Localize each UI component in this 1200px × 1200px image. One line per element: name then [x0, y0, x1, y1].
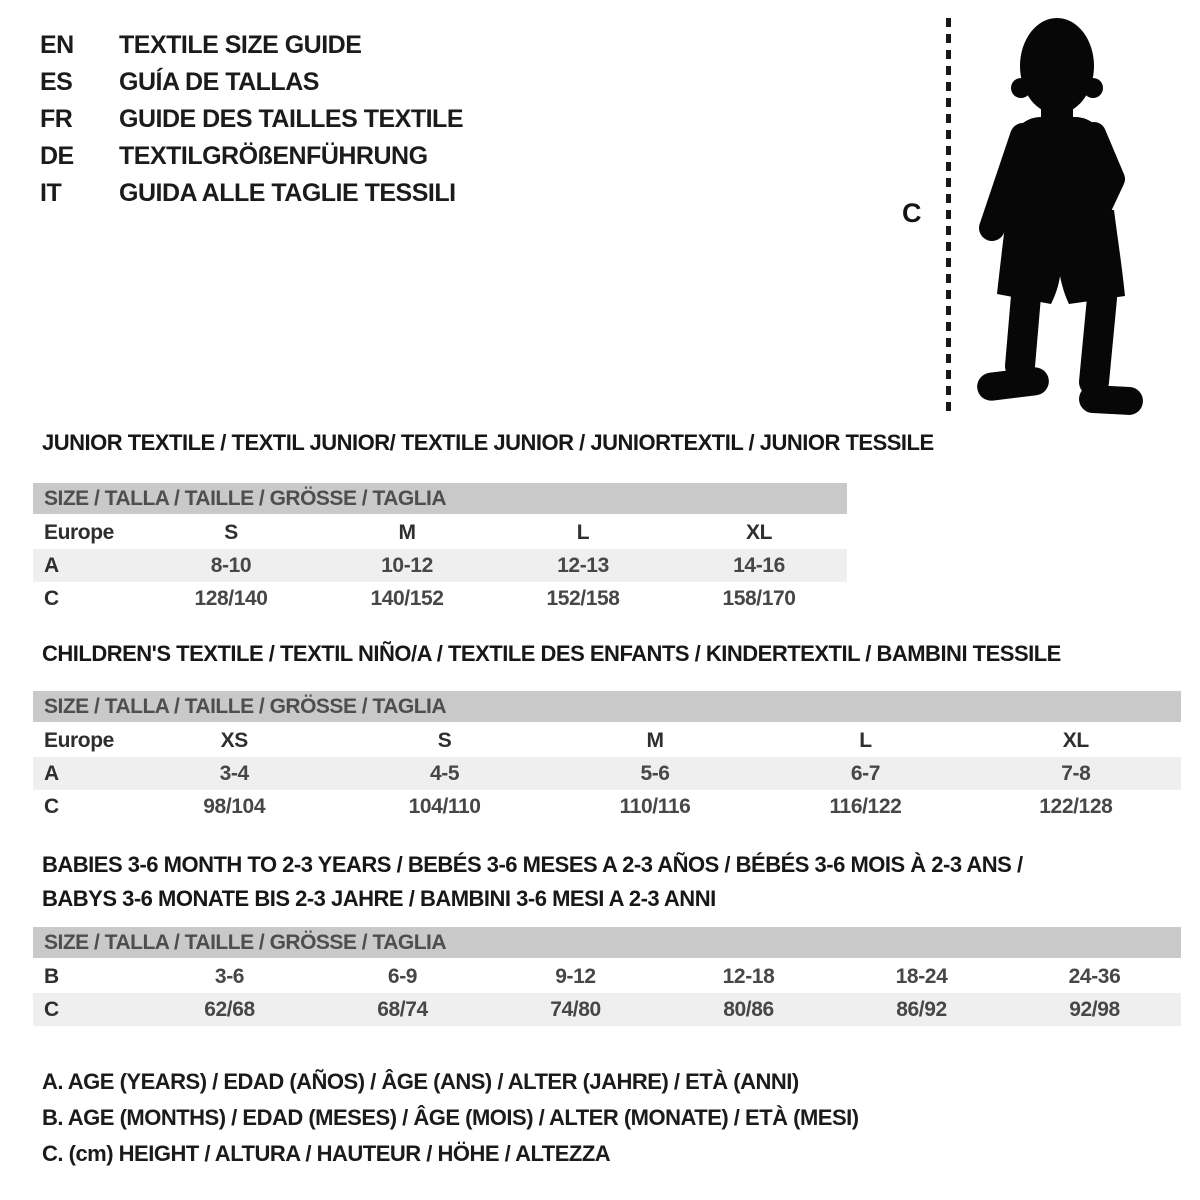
table-cell: 128/140: [194, 586, 268, 610]
table-cell: 104/110: [408, 794, 481, 818]
junior-section-title: JUNIOR TEXTILE / TEXTIL JUNIOR/ TEXTILE JUNIOR / JUNIORTEXTIL / JUNIOR TESSILE: [42, 430, 934, 455]
table-cell: 4-5: [430, 761, 460, 785]
row-cells: [129, 729, 1181, 753]
language-title: GUIDA ALLE TAGLIE TESSILI: [119, 179, 456, 207]
table-cell: 7-8: [1061, 761, 1091, 785]
size-header-bar: SIZE / TALLA / TAILLE / GRÖSSE / TAGLIA: [33, 927, 1181, 958]
table-cell: 116/122: [829, 794, 902, 818]
table-cell: 12-18: [722, 964, 775, 988]
row-label: C: [44, 794, 59, 818]
children-section-title: CHILDREN'S TEXTILE / TEXTIL NIÑO/A / TEXTILE DES ENFANTS / KINDERTEXTIL / BAMBINI TESSILE: [42, 641, 1061, 666]
table-row: [33, 960, 1181, 993]
language-title: TEXTILE SIZE GUIDE: [119, 31, 362, 59]
table-row: [33, 993, 1181, 1026]
table-cell: L: [576, 520, 590, 544]
language-title-list: [40, 27, 463, 212]
table-cell: 98/104: [203, 794, 266, 818]
legend-line: A. AGE (YEARS) / EDAD (AÑOS) / ÂGE (ANS) / ALTER (JAHRE) / ETÀ (ANNI): [42, 1069, 799, 1094]
table-cell: 152/158: [546, 586, 620, 610]
junior-table-rows: [33, 516, 847, 615]
row-label: Europe: [44, 520, 114, 544]
size-header-bar: SIZE / TALLA / TAILLE / GRÖSSE / TAGLIA: [33, 483, 847, 514]
table-cell: 6-7: [850, 761, 880, 785]
toddler-silhouette-shape: [976, 18, 1144, 416]
table-row: [33, 790, 1181, 823]
table-cell: S: [224, 520, 238, 544]
table-cell: 80/86: [723, 997, 774, 1021]
table-row: [33, 582, 847, 615]
table-row: [33, 757, 1181, 790]
table-cell: 3-4: [219, 761, 249, 785]
table-cell: 74/80: [550, 997, 601, 1021]
language-code: EN: [40, 31, 74, 59]
row-label: B: [44, 964, 59, 988]
table-cell: 14-16: [733, 553, 785, 577]
table-cell: XL: [745, 520, 773, 544]
table-cell: 158/170: [722, 586, 796, 610]
table-cell: 140/152: [370, 586, 444, 610]
language-code: FR: [40, 105, 73, 133]
toddler-silhouette-icon: [963, 14, 1145, 420]
row-cells: [129, 762, 1181, 786]
babies-title-line: BABIES 3-6 MONTH TO 2-3 YEARS / BEBÉS 3-6 MESES A 2-3 AÑOS / BÉBÉS 3-6 MOIS À 2-3 ANS /: [42, 852, 1023, 877]
table-cell: S: [437, 728, 452, 752]
table-cell: 12-13: [557, 553, 609, 577]
language-code: IT: [40, 179, 62, 207]
table-cell: 5-6: [640, 761, 670, 785]
table-cell: 68/74: [377, 997, 428, 1021]
row-cells: [129, 795, 1181, 819]
table-cell: 18-24: [895, 964, 948, 988]
row-cells: [143, 587, 847, 611]
babies-title-line: BABYS 3-6 MONATE BIS 2-3 JAHRE / BAMBINI 3-6 MESI A 2-3 ANNI: [42, 886, 716, 911]
table-cell: XS: [220, 728, 248, 752]
babies-table-rows: [33, 960, 1181, 1026]
legend-line: C. (cm) HEIGHT / ALTURA / HAUTEUR / HÖHE / ALTEZZA: [42, 1141, 611, 1166]
children-size-table: [33, 691, 1181, 823]
row-label: Europe: [44, 728, 114, 752]
row-label: C: [44, 586, 59, 610]
table-cell: 86/92: [896, 997, 947, 1021]
row-cells: [143, 965, 1181, 989]
table-cell: 9-12: [555, 964, 596, 988]
row-cells: [143, 554, 847, 578]
table-cell: 10-12: [381, 553, 433, 577]
language-title: GUÍA DE TALLAS: [119, 68, 319, 96]
row-label: C: [44, 997, 59, 1021]
language-title: TEXTILGRÖßENFÜHRUNG: [119, 142, 428, 170]
row-cells: [143, 998, 1181, 1022]
language-code: ES: [40, 68, 73, 96]
table-cell: 110/116: [619, 794, 691, 818]
table-cell: 24-36: [1068, 964, 1121, 988]
table-cell: 122/128: [1039, 794, 1113, 818]
language-row: [40, 138, 463, 175]
table-cell: 3-6: [214, 964, 245, 988]
height-measure-label: C: [902, 198, 922, 228]
table-cell: 6-9: [387, 964, 418, 988]
table-row: [33, 724, 1181, 757]
legend: [42, 1064, 859, 1172]
height-measure-dashed-line: [946, 18, 951, 416]
row-label: A: [44, 761, 59, 785]
table-row: [33, 549, 847, 582]
language-row: [40, 27, 463, 64]
babies-section-title: [42, 848, 1023, 916]
table-cell: 8-10: [210, 553, 252, 577]
children-table-rows: [33, 724, 1181, 823]
table-cell: M: [646, 728, 664, 752]
table-cell: 62/68: [204, 997, 255, 1021]
language-row: [40, 175, 463, 212]
language-row: [40, 64, 463, 101]
row-cells: [143, 521, 847, 545]
table-cell: M: [398, 520, 416, 544]
size-header-bar: SIZE / TALLA / TAILLE / GRÖSSE / TAGLIA: [33, 691, 1181, 722]
junior-size-table: [33, 483, 847, 615]
table-cell: L: [859, 728, 872, 752]
table-cell: XL: [1062, 728, 1089, 752]
babies-size-table: [33, 927, 1181, 1026]
table-row: [33, 516, 847, 549]
table-cell: 92/98: [1069, 997, 1120, 1021]
row-label: A: [44, 553, 59, 577]
language-title: GUIDE DES TAILLES TEXTILE: [119, 105, 464, 133]
language-code: DE: [40, 142, 74, 170]
language-row: [40, 101, 463, 138]
legend-line: B. AGE (MONTHS) / EDAD (MESES) / ÂGE (MOIS) / ALTER (MONATE) / ETÀ (MESI): [42, 1105, 859, 1130]
